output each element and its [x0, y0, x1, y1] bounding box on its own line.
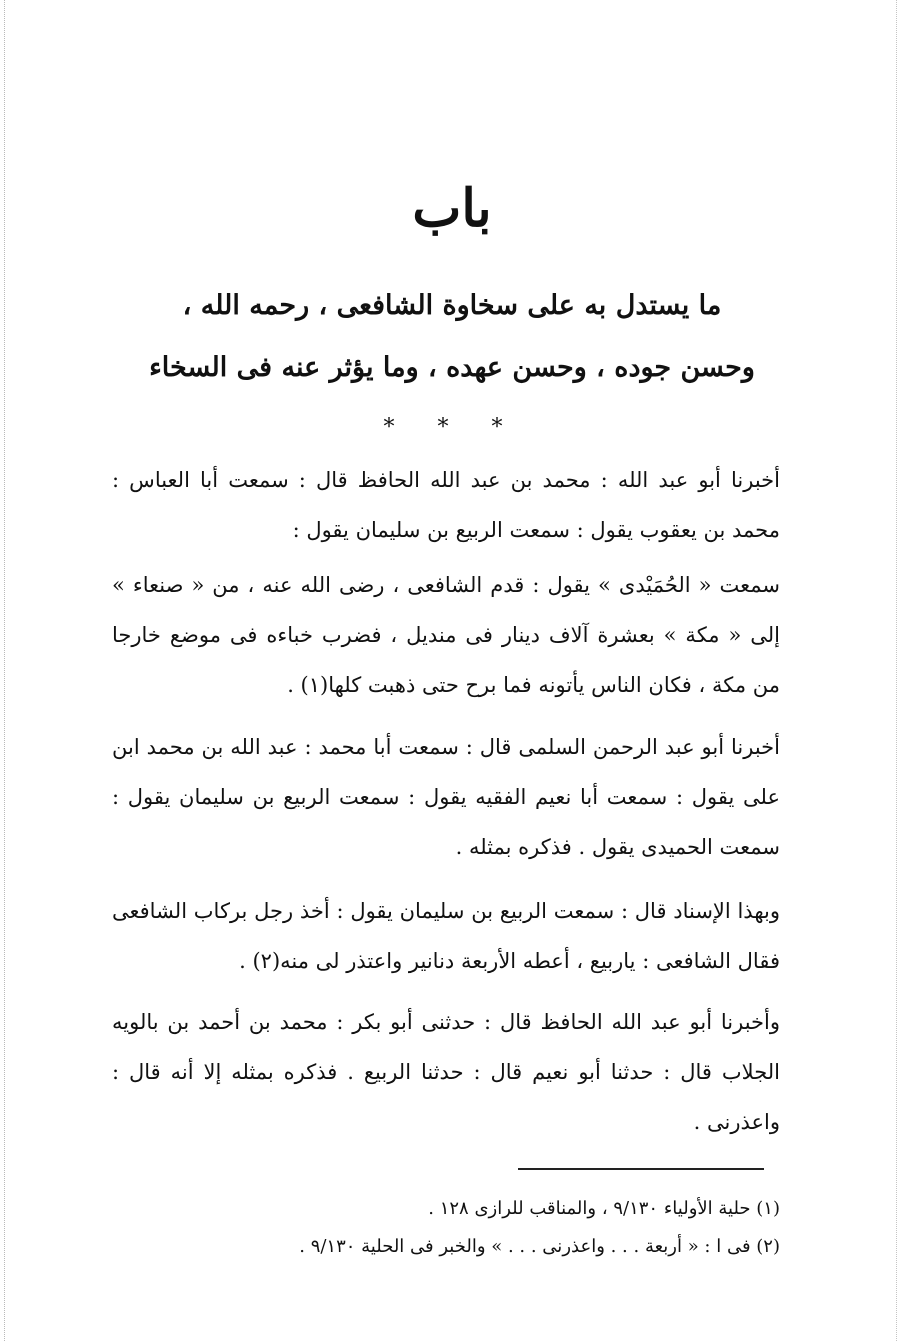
chapter-subtitle-line-2: وحسن جوده ، وحسن عهده ، وما يؤثر عنه فى السخاء — [149, 352, 755, 383]
footnote-divider — [518, 1168, 764, 1170]
chapter-subtitle-line-1: ما يستدل به على سخاوة الشافعى ، رحمه الله ، — [182, 290, 722, 321]
chapter-title: باب — [412, 178, 492, 239]
paragraph-3: أخبرنا أبو عبد الرحمن السلمى قال : سمعت أبا محمد : عبد الله بن محمد ابن على يقول : سمعت أبا نعيم الفقيه يقول : سمعت الربيع بن سليمان يقول : سمعت الحميدى يقول . فذكره بمثله . — [112, 735, 780, 859]
paragraph-5: وأخبرنا أبو عبد الله الحافظ قال : حدثنى أبو بكر : محمد بن أحمد بن بالويه الجلاب قال : حدثنا أبو نعيم قال : حدثنا الربيع . فذكره بمثله إلا أنه قال : واعذرنى . — [112, 1010, 780, 1134]
scan-edge-left — [4, 0, 5, 1341]
footnote-2: (٢) فى ا : « أربعة . . . واعذرنى . . . » والخبر فى الحلية ٩/١٣٠ . — [299, 1236, 780, 1257]
section-separator: * * * — [383, 415, 521, 440]
scan-edge-right — [896, 0, 897, 1341]
paragraph-4: وبهذا الإسناد قال : سمعت الربيع بن سليمان يقول : أخذ رجل بركاب الشافعى فقال الشافعى : ياربيع ، أعطه الأربعة دنانير واعتذر لى منه(٢) . — [112, 899, 780, 973]
paragraph-1: أخبرنا أبو عبد الله : محمد بن عبد الله الحافظ قال : سمعت أبا العباس : محمد بن يعقوب يقول : سمعت الربيع بن سليمان يقول : — [112, 468, 780, 542]
paragraph-2: سمعت « الحُمَيْدى » يقول : قدم الشافعى ، رضى الله عنه ، من « صنعاء » إلى « مكة » بعشرة آلاف دينار فى منديل ، فضرب خباءه فى موضع خارجا من مكة ، فكان الناس يأتونه فما برح حتى ذهبت كلها(١) . — [112, 573, 780, 697]
footnote-1: (١) حلية الأولياء ٩/١٣٠ ، والمناقب للرازى ١٢٨ . — [428, 1198, 780, 1219]
